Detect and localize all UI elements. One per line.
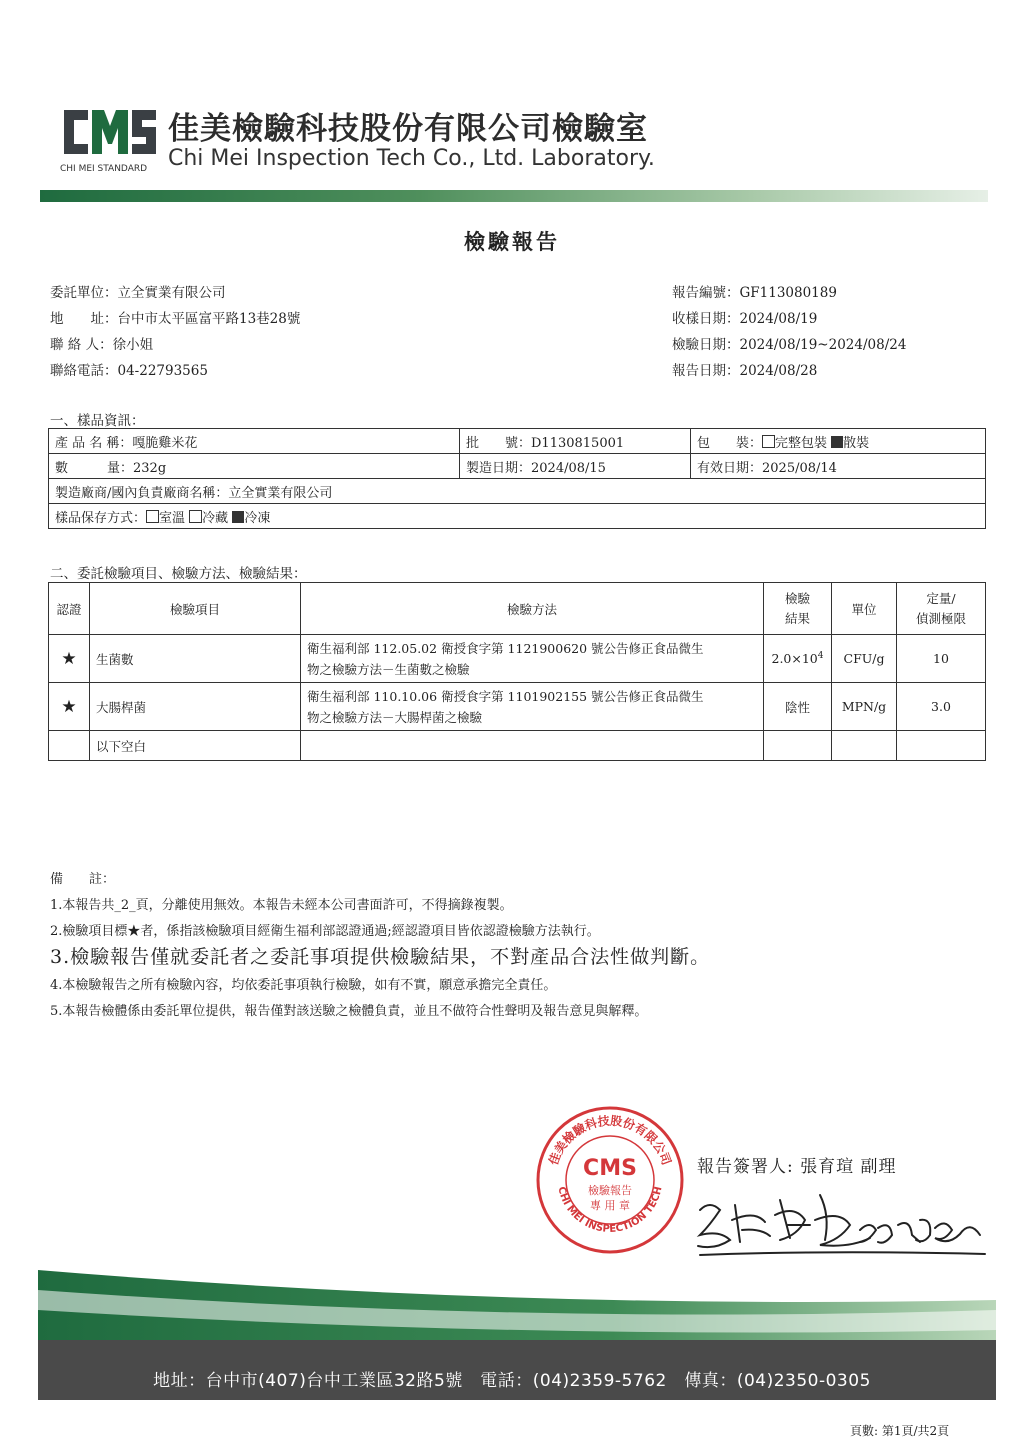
seal-ring-top: 佳美檢驗科技股份有限公司: [546, 1113, 674, 1167]
pack-option-bulk: 散裝: [843, 435, 870, 451]
header-result-l1: 檢驗: [784, 590, 810, 606]
checkbox-checked-icon: [232, 511, 244, 523]
test-method: [301, 635, 764, 683]
test-limit: 10: [897, 635, 986, 683]
test-result: 陰性: [764, 683, 832, 731]
report-signer: 報告簽署人: 張育瑄 副理: [697, 1157, 897, 1177]
header-limit: [897, 583, 986, 635]
table-row: [49, 683, 986, 731]
company-name-zh: 佳美檢驗科技股份有限公司檢驗室: [168, 111, 648, 147]
checkbox-checked-icon: [831, 436, 843, 448]
logo-subtitle: CHI MEI STANDARD: [60, 164, 148, 174]
star-icon: ★: [49, 683, 90, 731]
test-method: [301, 683, 764, 731]
remark-2: 2.檢驗項目標★者，係指該檢驗項目經衛生福利部認證通過;經認證項目皆依認證檢驗方法執行。: [50, 924, 600, 939]
storage-refrigerated: 冷藏: [202, 510, 229, 526]
remarks-title: 備 註：: [50, 872, 116, 887]
seal-ring-bottom: CHI MEI INSPECTION TECH: [555, 1185, 665, 1235]
packaging-label: 包 裝：: [697, 435, 763, 451]
remark-4: 4.本檢驗報告之所有檢驗內容，均依委託事項執行檢驗，如有不實，願意承擔完全責任。: [50, 978, 557, 993]
table-row: [49, 731, 986, 761]
test-section-title: 二、委託檢驗項目、檢驗方法、檢驗結果：: [50, 566, 307, 582]
sample-info-table: [48, 428, 986, 529]
header-item: 檢驗項目: [90, 583, 301, 635]
result-base: 2.0×10: [771, 651, 818, 667]
method-line2: 物之檢驗方法－大腸桿菌之檢驗: [307, 709, 483, 725]
checkbox-unchecked-icon: [189, 510, 202, 523]
header-divider-bar: [40, 190, 988, 202]
test-limit: 3.0: [897, 683, 986, 731]
remark-1: 1.本報告共_2_頁，分離使用無效。本報告未經本公司書面許可，不得摘錄複製。: [50, 898, 513, 913]
storage-room-temp: 室溫: [159, 510, 186, 526]
report-date: 報告日期：2024/08/28: [672, 363, 818, 379]
batch-number: 批 號：D1130815001: [460, 429, 691, 454]
checkbox-unchecked-icon: [146, 510, 159, 523]
expiry-date: 有效日期：2025/08/14: [691, 454, 986, 479]
received-date: 收樣日期：2024/08/19: [672, 311, 818, 327]
report-title: 檢驗報告: [464, 229, 560, 254]
client-unit: 委託單位：立全實業有限公司: [50, 285, 226, 301]
manufacture-date: 製造日期：2024/08/15: [460, 454, 691, 479]
inspection-seal: [535, 1105, 685, 1255]
storage-method: [49, 504, 986, 529]
client-address: 地 址：台中市太平區富平路13巷28號: [50, 311, 301, 327]
quantity: 數 量：232g: [49, 454, 460, 479]
empty-cell: [49, 731, 90, 761]
header-limit-l2: 偵測極限: [915, 610, 966, 626]
empty-cell: [764, 731, 832, 761]
header-cert: 認證: [49, 583, 90, 635]
result-exponent: 4: [817, 650, 824, 661]
header-result-l2: 結果: [784, 610, 810, 626]
header-method: 檢驗方法: [301, 583, 764, 635]
seal-logo: CMS: [583, 1156, 637, 1181]
empty-cell: [832, 731, 897, 761]
client-phone: 聯絡電話：04-22793565: [50, 363, 208, 379]
company-name-en: Chi Mei Inspection Tech Co., Ltd. Laboratory.: [168, 146, 655, 171]
sample-section-title: 一、樣品資訊：: [50, 413, 145, 429]
pack-option-complete: 完整包裝: [775, 435, 828, 451]
test-unit: CFU/g: [832, 635, 897, 683]
test-results-table: [48, 582, 986, 761]
empty-cell: [301, 731, 764, 761]
test-item: 大腸桿菌: [90, 683, 301, 731]
test-date: 檢驗日期：2024/08/19~2024/08/24: [672, 337, 907, 353]
handwritten-signature: [680, 1180, 990, 1260]
header-limit-l1: 定量/: [926, 590, 956, 606]
method-line1: 衛生福利部 112.05.02 衛授食字第 1121900620 號公告修正食品微生: [307, 640, 704, 656]
remark-3: 3.檢驗報告僅就委託者之委託事項提供檢驗結果，不對產品合法性做判斷。: [50, 946, 711, 968]
storage-label: 樣品保存方式：: [55, 510, 147, 526]
test-unit: MPN/g: [832, 683, 897, 731]
client-contact: 聯 絡 人：徐小姐: [50, 337, 154, 353]
report-number: 報告編號：GF113080189: [672, 285, 837, 301]
test-item: 生菌數: [90, 635, 301, 683]
header-unit: 單位: [832, 583, 897, 635]
header-result: [764, 583, 832, 635]
star-icon: ★: [49, 635, 90, 683]
blank-row-label: 以下空白: [90, 731, 301, 761]
storage-frozen: 冷凍: [244, 510, 271, 526]
product-name: 產 品 名 稱：嘎脆雞米花: [49, 429, 460, 454]
footer-contact: 地址：台中市(407)台中工業區32路5號 電話：(04)2359-5762 傳真：(04)2350-0305: [153, 1371, 871, 1391]
manufacturer: 製造廠商/國內負責廠商名稱：立全實業有限公司: [49, 479, 986, 504]
test-result: [764, 635, 832, 683]
page-number: 頁數: 第1頁/共2頁: [850, 1424, 950, 1438]
table-row: [49, 635, 986, 683]
packaging: [691, 429, 986, 454]
method-line2: 物之檢驗方法－生菌數之檢驗: [307, 661, 470, 677]
empty-cell: [897, 731, 986, 761]
remark-5: 5.本報告檢體係由委託單位提供，報告僅對該送驗之檢體負責，並且不做符合性聲明及報告意見與解釋。: [50, 1004, 648, 1019]
seal-center-line2: 專 用 章: [590, 1199, 630, 1212]
seal-center-line1: 檢驗報告: [588, 1184, 632, 1197]
method-line1: 衛生福利部 110.10.06 衛授食字第 1101902155 號公告修正食品微生: [307, 688, 704, 704]
checkbox-unchecked-icon: [762, 435, 775, 448]
